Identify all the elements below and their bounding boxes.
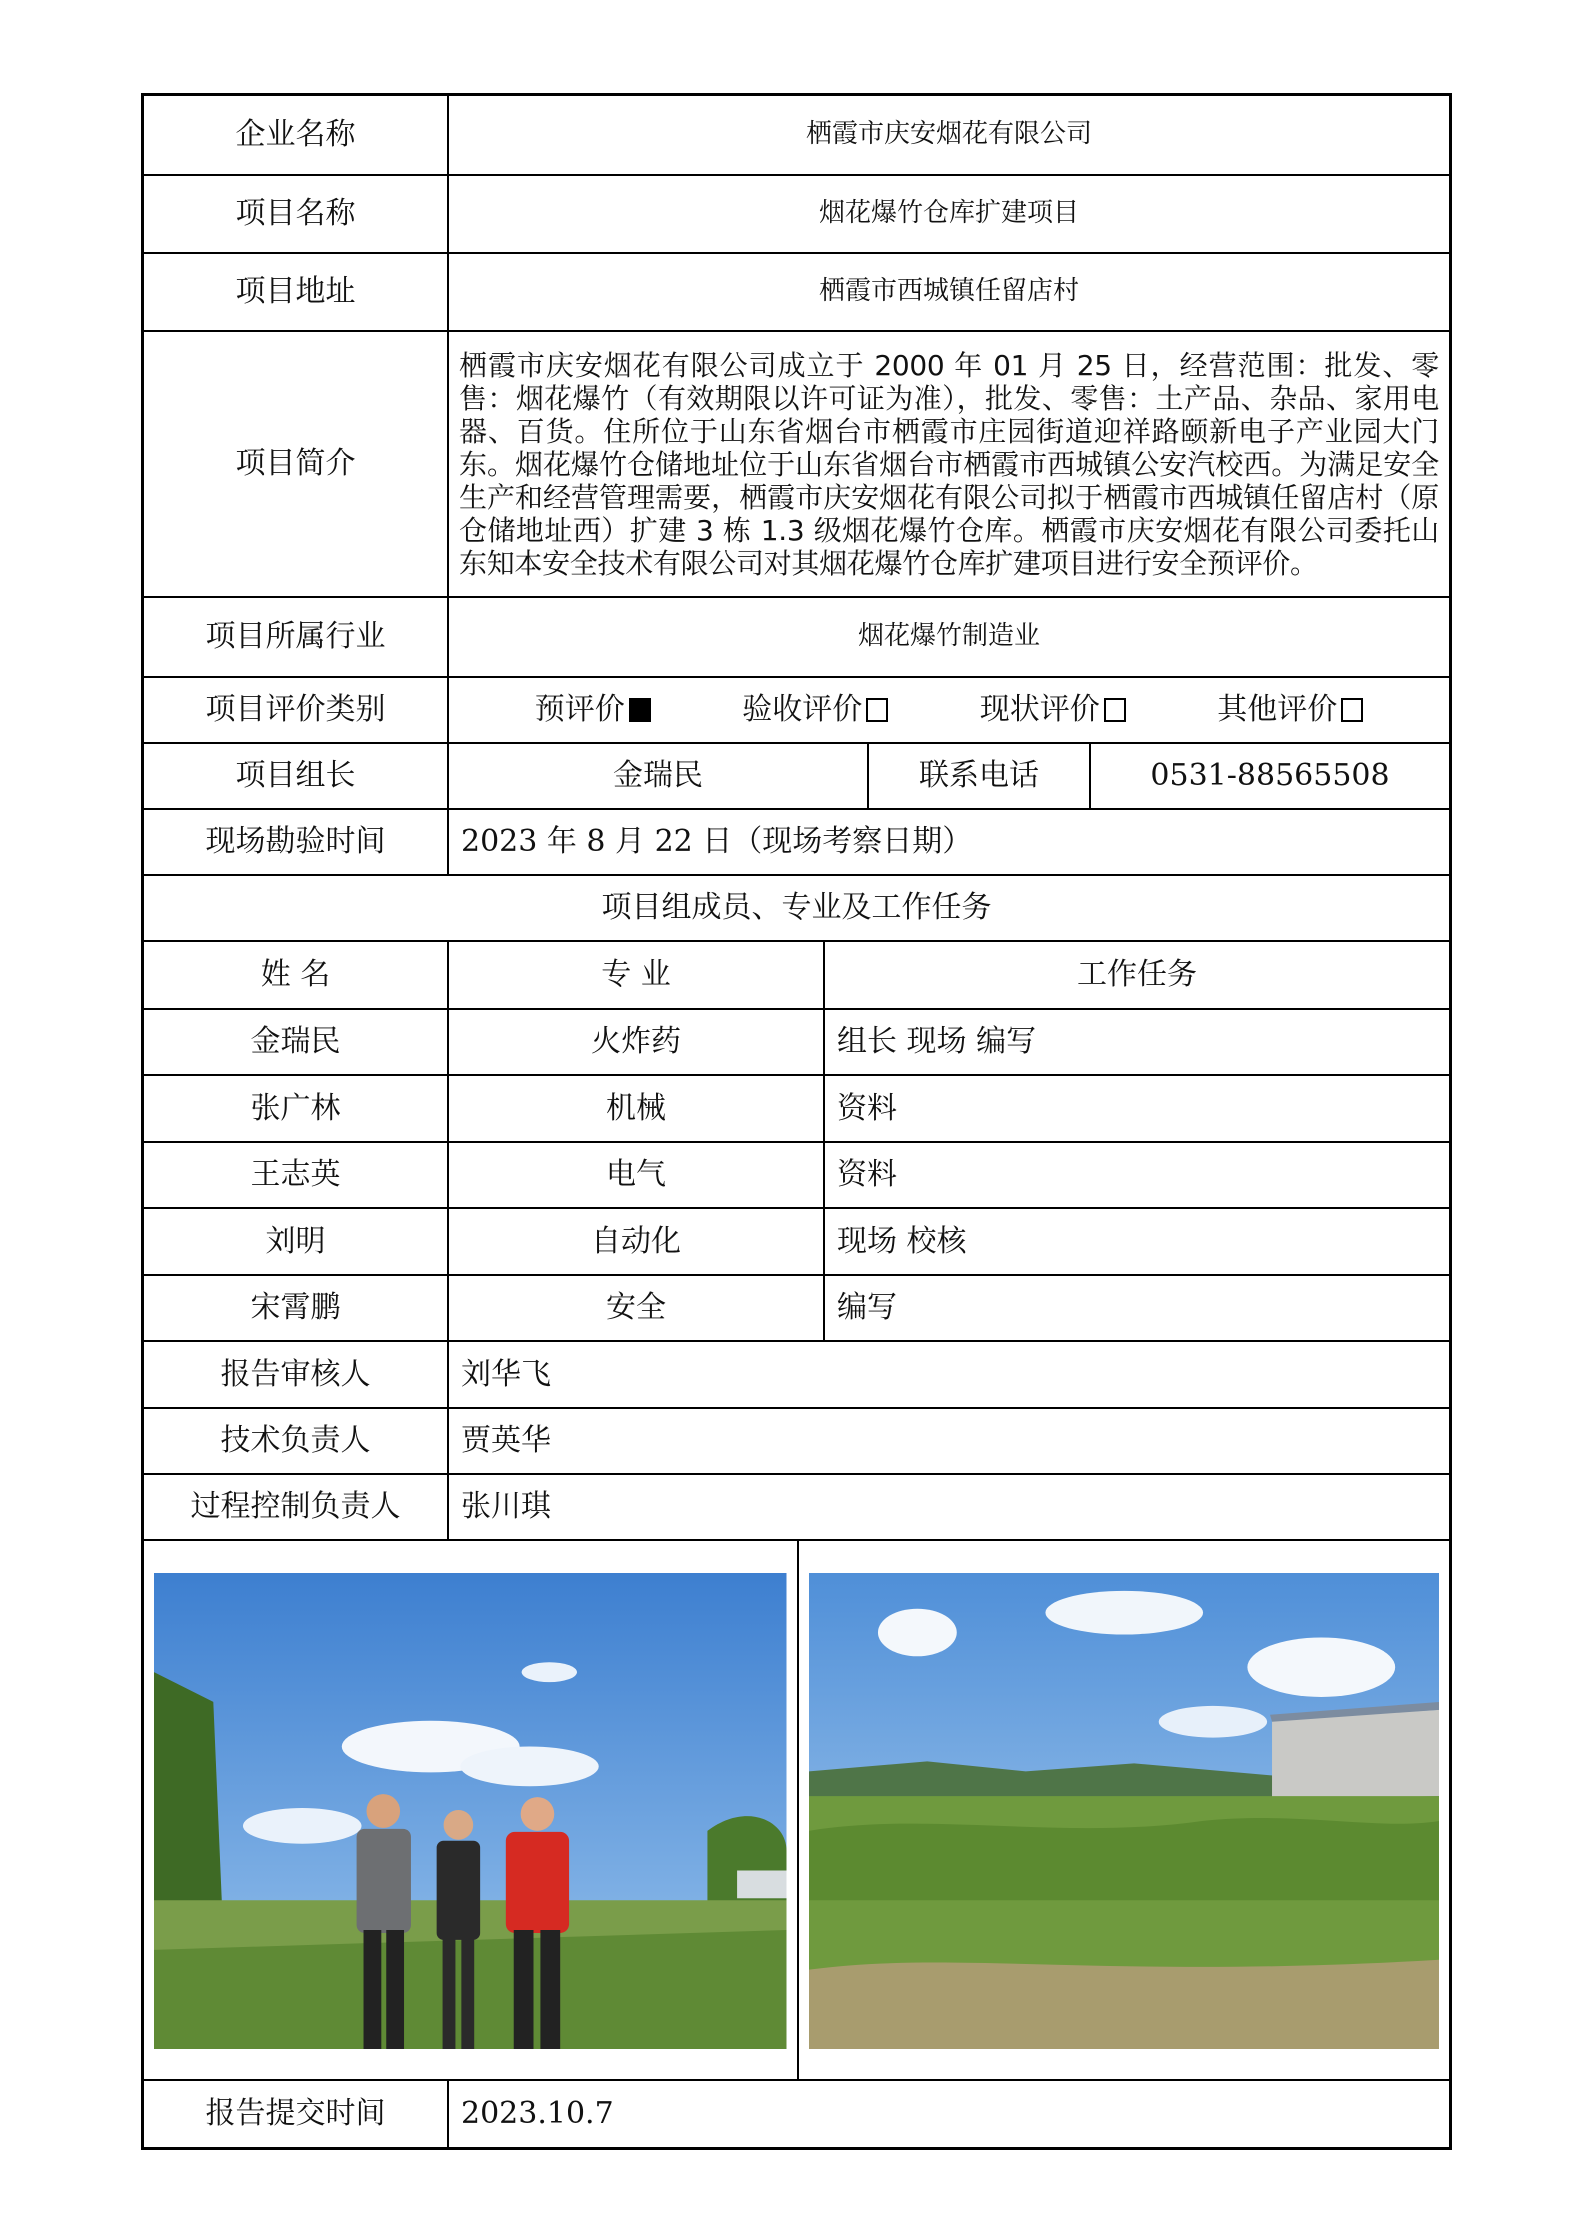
- company-value: 栖霞市庆安烟花有限公司: [447, 96, 1449, 174]
- survey-time-row: [144, 810, 1449, 876]
- project-address-value: 栖霞市西城镇任留店村: [447, 254, 1449, 330]
- industry-value: 烟花爆竹制造业: [447, 598, 1449, 676]
- process-lead-value: 张川琪: [447, 1475, 1449, 1539]
- reviewer-value: 刘华飞: [447, 1342, 1449, 1407]
- project-name-row: [144, 176, 1449, 254]
- submit-time-label: 报告提交时间: [205, 2096, 386, 2131]
- team-row: [144, 1209, 1449, 1276]
- team-header-row: [144, 942, 1449, 1010]
- tech-lead-row: [144, 1409, 1449, 1475]
- member-task: 编写: [823, 1276, 1449, 1340]
- submit-time-row: [144, 2081, 1449, 2147]
- tall-weeds: [809, 1818, 1440, 1900]
- member-task: 资料: [823, 1076, 1449, 1141]
- cloud: [1158, 1706, 1266, 1738]
- member-task: 组长 现场 编写: [823, 1010, 1449, 1074]
- member-name: 刘明: [265, 1223, 326, 1259]
- industry-label: 项目所属行业: [205, 619, 386, 654]
- leader-row: [144, 744, 1449, 810]
- eval-type-label: 项目评价类别: [205, 692, 386, 727]
- eval-checkbox-pre[interactable]: [629, 698, 651, 722]
- eval-option-status[interactable]: 现状评价: [980, 692, 1126, 728]
- eval-checkbox-acceptance[interactable]: [866, 698, 888, 722]
- eval-option-pre[interactable]: 预评价: [535, 692, 651, 728]
- eval-type-options: [447, 678, 1449, 742]
- team-title: 项目组成员、专业及工作任务: [601, 890, 992, 925]
- phone-label: 联系电话: [867, 744, 1089, 808]
- team-header-name: 姓 名: [260, 957, 331, 992]
- member-major: 安全: [447, 1276, 823, 1340]
- member-major: 自动化: [447, 1209, 823, 1274]
- project-address-row: [144, 254, 1449, 332]
- project-address-label: 项目地址: [235, 274, 356, 309]
- team-header-task: 工作任务: [823, 942, 1449, 1008]
- tech-lead-value: 贾英华: [447, 1409, 1449, 1473]
- cloud: [1247, 1637, 1395, 1697]
- cloud: [877, 1609, 956, 1657]
- project-intro-label: 项目简介: [235, 446, 356, 481]
- tech-lead-label: 技术负责人: [220, 1423, 371, 1458]
- evaluation-form-table: [141, 93, 1452, 2150]
- project-intro-text: 栖霞市庆安烟花有限公司成立于 2000 年 01 月 25 日，经营范围：批发、零售：烟花爆竹（有效期限以许可证为准），批发、零售：土产品、杂品、家用电器、百货。住所位于山东省烟台市栖霞市庄园街道迎祥路颐新电子产业园大门东。烟花爆竹仓储地址位于山东省烟台市栖霞市西城镇公安汽校西。为满足安全生产和经营管理需要，栖霞市庆安烟花有限公司拟于栖霞市西城镇任留店村（原仓储地址西）扩建 3 栋 1.3 级烟花爆竹仓库。栖霞市庆安烟花有限公司委托山东知本安全技术有限公司对其烟花爆竹仓库扩建项目进行安全预评价。: [447, 332, 1449, 596]
- member-name: 王志英: [250, 1157, 341, 1192]
- company-row: [144, 96, 1449, 176]
- member-name: 金瑞民: [250, 1024, 341, 1059]
- project-intro-row: [144, 332, 1449, 598]
- cloud: [522, 1662, 577, 1682]
- industry-row: [144, 598, 1449, 678]
- eval-checkbox-other[interactable]: [1341, 698, 1363, 722]
- team-site-photo: [154, 1573, 787, 2049]
- survey-time-value: 2023 年 8 月 22 日（现场考察日期）: [447, 810, 1449, 874]
- phone-value: 0531-88565508: [1089, 744, 1449, 808]
- member-major: 机械: [447, 1076, 823, 1141]
- member-task: 资料: [823, 1143, 1449, 1207]
- team-photo-cell: [144, 1541, 797, 2079]
- site-photos-row: [144, 1541, 1449, 2081]
- process-lead-label: 过程控制负责人: [190, 1489, 401, 1524]
- site-field-photo: [809, 1573, 1440, 2049]
- member-major: 电气: [447, 1143, 823, 1207]
- team-title-row: [144, 876, 1449, 942]
- reviewer-label: 报告审核人: [220, 1356, 371, 1392]
- project-name-label: 项目名称: [235, 196, 356, 231]
- leader-value: 金瑞民: [447, 744, 867, 808]
- survey-time-label: 现场勘验时间: [205, 824, 386, 859]
- project-name-value: 烟花爆竹仓库扩建项目: [447, 176, 1449, 252]
- member-name: 张广林: [250, 1090, 341, 1126]
- team-row: [144, 1076, 1449, 1143]
- eval-checkbox-status[interactable]: [1104, 698, 1126, 722]
- member-task: 现场 校核: [823, 1209, 1449, 1274]
- eval-option-acceptance[interactable]: 验收评价: [742, 692, 888, 728]
- submit-time-value: 2023.10.7: [447, 2081, 1449, 2147]
- reviewer-row: [144, 1342, 1449, 1409]
- eval-type-row: [144, 678, 1449, 744]
- site-photo-cell: [797, 1541, 1450, 2079]
- team-row: [144, 1010, 1449, 1076]
- eval-option-other[interactable]: 其他评价: [1217, 692, 1363, 728]
- member-name: 宋霄鹏: [250, 1290, 341, 1325]
- leader-label: 项目组长: [235, 758, 356, 793]
- cloud: [460, 1747, 598, 1787]
- company-label: 企业名称: [235, 117, 356, 152]
- member-major: 火炸药: [447, 1010, 823, 1074]
- dirt-ground: [809, 1960, 1440, 2049]
- warehouse-building: [1270, 1702, 1439, 1799]
- team-header-major: 专 业: [447, 942, 823, 1008]
- team-row: [144, 1143, 1449, 1209]
- cloud: [1045, 1591, 1203, 1635]
- cloud: [243, 1808, 362, 1844]
- building: [737, 1871, 786, 1899]
- process-lead-row: [144, 1475, 1449, 1541]
- team-row: [144, 1276, 1449, 1342]
